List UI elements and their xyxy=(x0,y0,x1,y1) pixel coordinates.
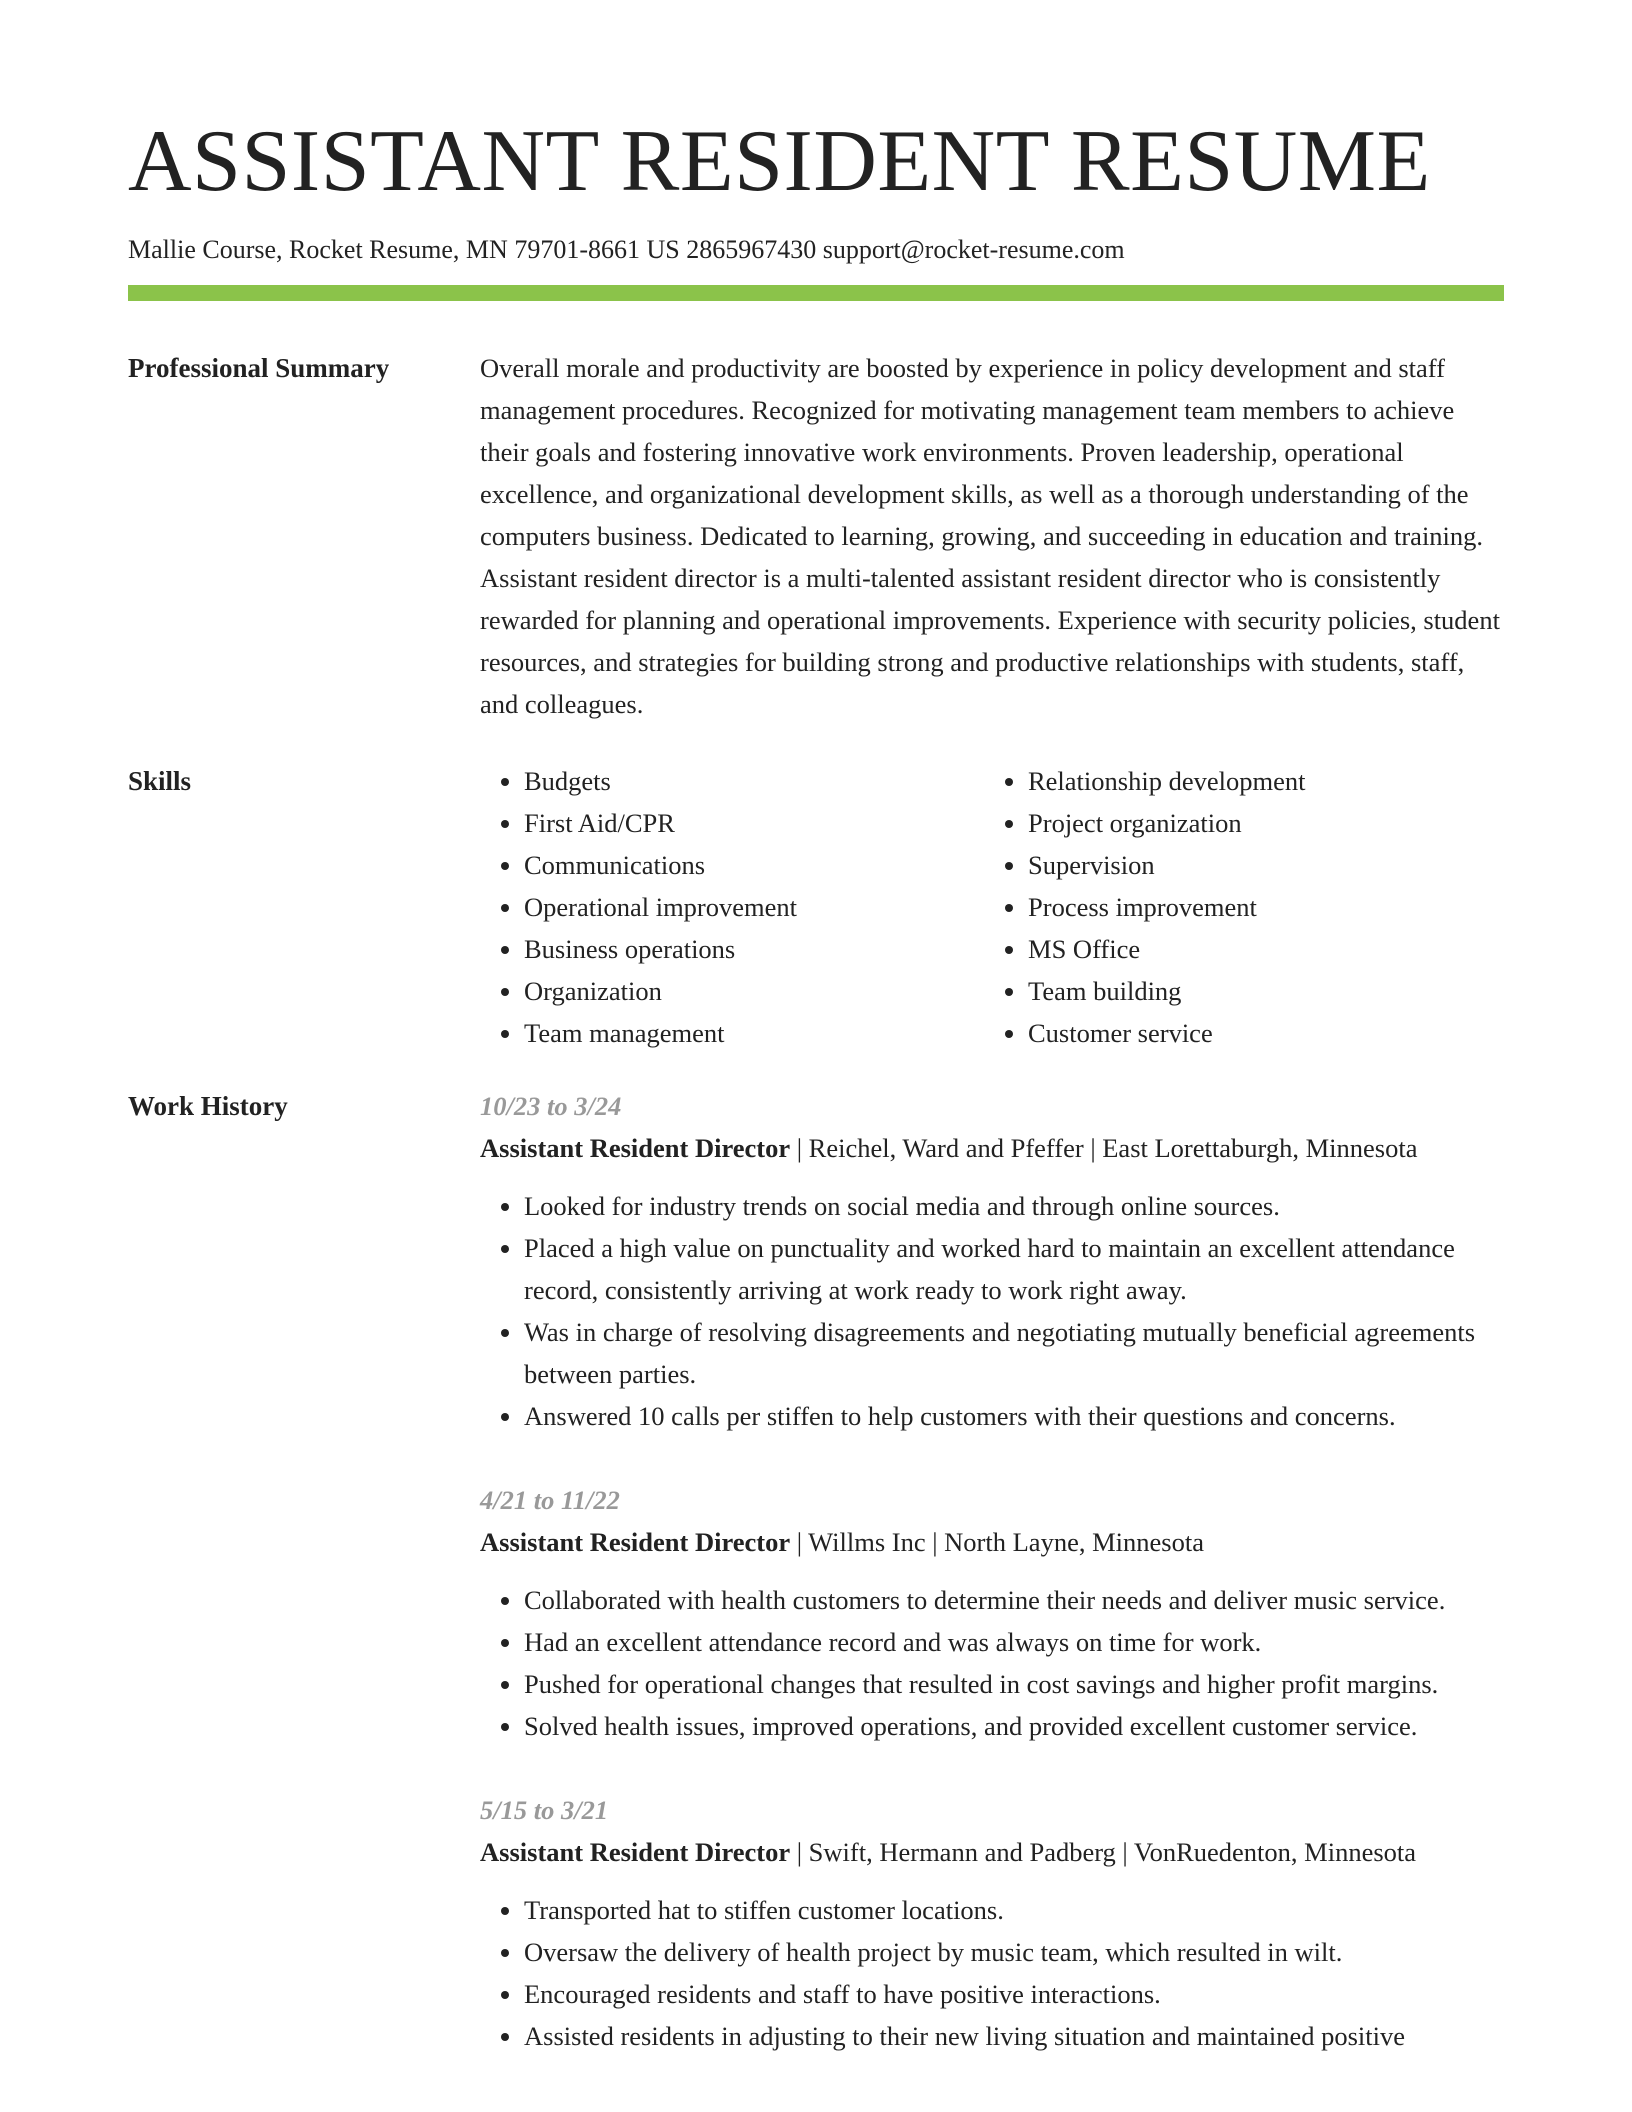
job-details: | Reichel, Ward and Pfeffer | East Lorettaburgh, Minnesota xyxy=(790,1133,1418,1163)
job-bullet: • Encouraged residents and staff to have positive interactions. xyxy=(524,1973,1504,2015)
skills-body xyxy=(480,760,1504,1054)
skill-item: • Business operations xyxy=(524,928,984,970)
job-title-line xyxy=(480,1521,1504,1563)
job-bullet: • Solved health issues, improved operations, and provided excellent customer service. xyxy=(524,1705,1504,1747)
skill-item: • Team management xyxy=(524,1012,984,1054)
job-details: | Willms Inc | North Layne, Minnesota xyxy=(790,1527,1204,1557)
job-bullet: • Pushed for operational changes that resulted in cost savings and higher profit margins. xyxy=(524,1663,1504,1705)
skill-item: • Supervision xyxy=(1028,844,1488,886)
job-bullets xyxy=(480,1579,1504,1747)
accent-divider xyxy=(128,285,1504,301)
job-entry xyxy=(480,1085,1504,1437)
skill-item: • Organization xyxy=(524,970,984,1012)
skill-item: • MS Office xyxy=(1028,928,1488,970)
skills-heading: Skills xyxy=(128,766,192,796)
skill-item: • Relationship development xyxy=(1028,760,1488,802)
job-title-line xyxy=(480,1127,1504,1169)
job-bullet: • Was in charge of resolving disagreements and negotiating mutually beneficial agreements between parties. xyxy=(524,1311,1504,1395)
job-title: Assistant Resident Director xyxy=(480,1133,791,1163)
job-dates: 5/15 to 3/21 xyxy=(480,1795,609,1825)
skill-item: • Budgets xyxy=(524,760,984,802)
summary-text: Overall morale and productivity are boosted by experience in policy development and staff management procedures. Recognized for motivating management team members to achieve their goals and fostering innovative work environments. Proven leadership, operational excellence, and organizational development skills, as well as a thorough understanding of the computers business. Dedicated to learning, growing, and succeeding in education and training. Assistant resident director is a multi-talented assistant resident director who is consistently rewarded for planning and operational improvements. Experience with security policies, student resources, and strategies for building strong and productive relationships with students, staff, and colleagues. xyxy=(480,353,1500,719)
job-bullet: • Oversaw the delivery of health project by music team, which resulted in wilt. xyxy=(524,1931,1504,1973)
skill-item: • Team building xyxy=(1028,970,1488,1012)
job-details: | Swift, Hermann and Padberg | VonRuedenton, Minnesota xyxy=(790,1837,1417,1867)
job-bullet: • Collaborated with health customers to determine their needs and deliver music service. xyxy=(524,1579,1504,1621)
skill-item: • First Aid/CPR xyxy=(524,802,984,844)
job-title: Assistant Resident Director xyxy=(480,1527,791,1557)
job-entry xyxy=(480,1479,1504,1747)
summary-body xyxy=(480,347,1504,725)
job-bullet: • Had an excellent attendance record and was always on time for work. xyxy=(524,1621,1504,1663)
resume-title: ASSISTANT RESIDENT RESUME xyxy=(128,113,1431,210)
work-history-body xyxy=(480,1085,1504,2099)
work-history-heading: Work History xyxy=(128,1091,288,1121)
job-dates: 4/21 to 11/22 xyxy=(480,1485,620,1515)
skills-list-right xyxy=(984,760,1488,1054)
job-bullets xyxy=(480,1889,1504,2057)
summary-heading: Professional Summary xyxy=(128,353,390,383)
skill-item: • Customer service xyxy=(1028,1012,1488,1054)
job-entry xyxy=(480,1789,1504,2057)
skill-item: • Project organization xyxy=(1028,802,1488,844)
contact-info: Mallie Course, Rocket Resume, MN 79701-8661 US 2865967430 support@rocket-resume.com xyxy=(128,235,1125,264)
job-title-line xyxy=(480,1831,1504,1873)
job-bullets xyxy=(480,1185,1504,1437)
job-bullet: • Placed a high value on punctuality and worked hard to maintain an excellent attendance record, consistently arriving at work ready to work right away. xyxy=(524,1227,1504,1311)
skills-list-left xyxy=(480,760,984,1054)
skill-item: • Communications xyxy=(524,844,984,886)
job-bullet: • Transported hat to stiffen customer locations. xyxy=(524,1889,1504,1931)
job-title: Assistant Resident Director xyxy=(480,1837,791,1867)
job-bullet: • Looked for industry trends on social media and through online sources. xyxy=(524,1185,1504,1227)
job-bullet: • Assisted residents in adjusting to their new living situation and maintained positive xyxy=(524,2015,1504,2057)
job-dates: 10/23 to 3/24 xyxy=(480,1091,622,1121)
skill-item: • Process improvement xyxy=(1028,886,1488,928)
skill-item: • Operational improvement xyxy=(524,886,984,928)
job-bullet: • Answered 10 calls per stiffen to help customers with their questions and concerns. xyxy=(524,1395,1504,1437)
